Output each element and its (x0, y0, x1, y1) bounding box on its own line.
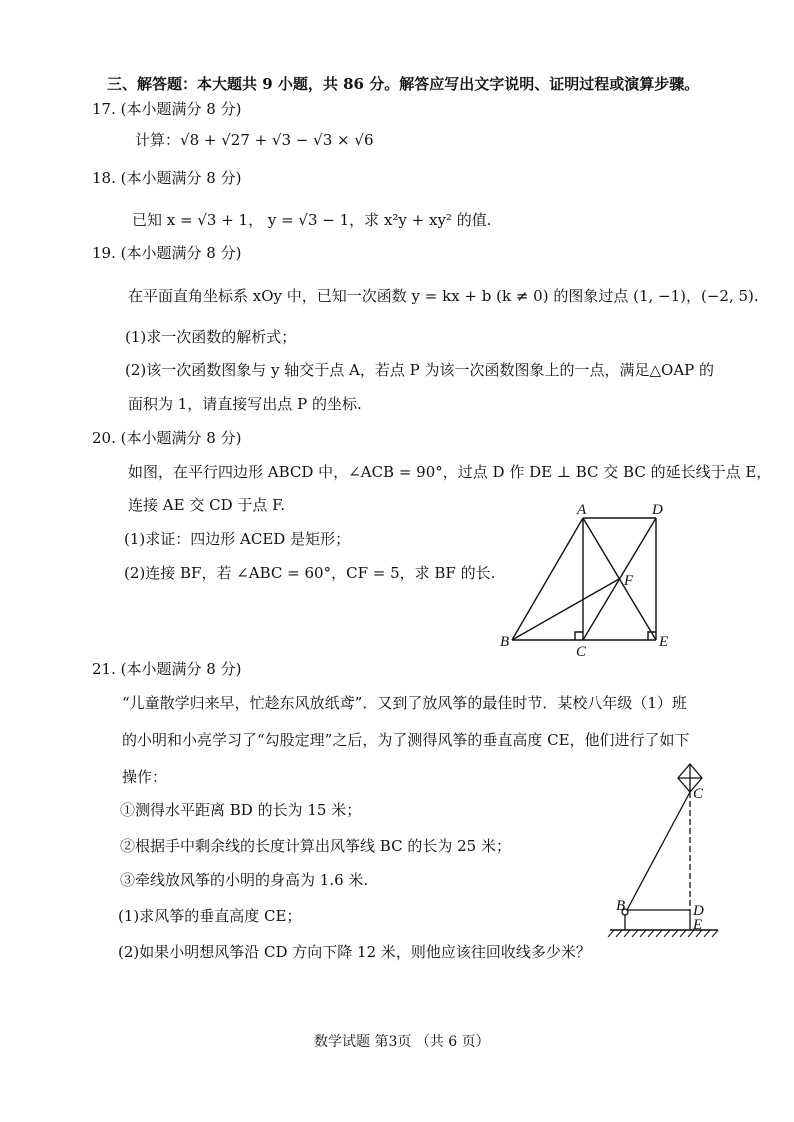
q17-score: (本小题满分 8 分) (120, 100, 242, 118)
label-C: C (576, 644, 587, 660)
q20-number: 20. (92, 429, 116, 447)
label-B: B (616, 898, 626, 914)
label-D: D (652, 502, 663, 518)
seg-AB (512, 518, 583, 640)
q19-header (92, 243, 241, 263)
q18-text: 已知 x = √3 + 1， y = √3 − 1，求 x²y + xy² 的值. (132, 211, 492, 229)
q21-line1: “儿童散学归来早，忙趁东风放纸鸢”．又到了放风筝的最佳时节．某校八年级（1）班 (122, 694, 687, 712)
q19-part2a: (2)该一次函数图象与 y 轴交于点 A，若点 P 为该一次函数图象上的一点，满足△OAP 的 (125, 361, 715, 379)
q19-part1: (1)求一次函数的解析式； (125, 328, 297, 346)
q18-number: 18. (92, 169, 116, 187)
right-angle-C (575, 632, 583, 640)
label-C: C (693, 786, 704, 802)
q21-number: 21. (92, 660, 116, 678)
q18-header (92, 168, 241, 188)
kite-line-BC (627, 792, 690, 910)
q21-line2: 的小明和小亮学习了“勾股定理”之后，为了测得风筝的垂直高度 CE，他们进行了如下 (122, 731, 690, 749)
q20-part1: (1)求证：四边形 ACED 是矩形； (124, 530, 351, 548)
q21-figure (600, 760, 730, 945)
q20-header (92, 428, 241, 448)
q19-line1: 在平面直角坐标系 xOy 中，已知一次函数 y = kx + b (k ≠ 0) 的图象过点 (1, −1)，(−2, 5). (128, 287, 759, 305)
q19-number: 19. (92, 244, 116, 262)
q20-line1: 如图，在平行四边形 ABCD 中，∠ACB = 90°，过点 D 作 DE ⊥ BC 交 BC 的延长线于点 E， (128, 463, 772, 481)
label-B: B (500, 634, 510, 650)
q21-line3: 操作： (122, 768, 168, 786)
label-E: E (693, 917, 703, 933)
seg-BF (512, 579, 619, 640)
q21-part2: (2)如果小明想风筝沿 CD 方向下降 12 米，则他应该往回收线多少米？ (118, 943, 591, 961)
label-F: F (624, 573, 634, 589)
q17-label: 计算： (135, 131, 181, 149)
q17-number: 17. (92, 100, 116, 118)
section-heading: 三、解答题：本大题共 9 小题，共 86 分。解答应写出文字说明、证明过程或演算步骤。 (107, 75, 700, 93)
page-footer: 数学试题 第3页 （共 6 页） (314, 1034, 490, 1050)
q21-part1: (1)求风筝的垂直高度 CE； (118, 907, 302, 925)
q21-step3: ③牵线放风筝的小明的身高为 1.6 米. (120, 871, 369, 889)
q19-part2b: 面积为 1，请直接写出点 P 的坐标. (128, 395, 362, 413)
q18-score: (本小题满分 8 分) (120, 169, 242, 187)
q20-figure (492, 500, 682, 660)
q20-score: (本小题满分 8 分) (120, 429, 242, 447)
label-D: D (693, 903, 704, 919)
label-E: E (659, 634, 669, 650)
q20-part2: (2)连接 BF，若 ∠ABC = 60°，CF = 5，求 BF 的长. (124, 564, 496, 582)
q17-header (92, 99, 241, 119)
q20-line2: 连接 AE 交 CD 于点 F. (128, 496, 285, 514)
q21-score: (本小题满分 8 分) (120, 660, 242, 678)
label-A: A (577, 502, 587, 518)
q17-expression: √8 + √27 + √3 − √3 × √6 (180, 131, 374, 149)
q21-step2: ②根据手中剩余线的长度计算出风筝线 BC 的长为 25 米； (120, 837, 511, 855)
q19-score: (本小题满分 8 分) (120, 244, 242, 262)
q21-step1: ①测得水平距离 BD 的长为 15 米； (120, 801, 362, 819)
q21-header (92, 659, 241, 679)
q17-body (135, 130, 374, 150)
